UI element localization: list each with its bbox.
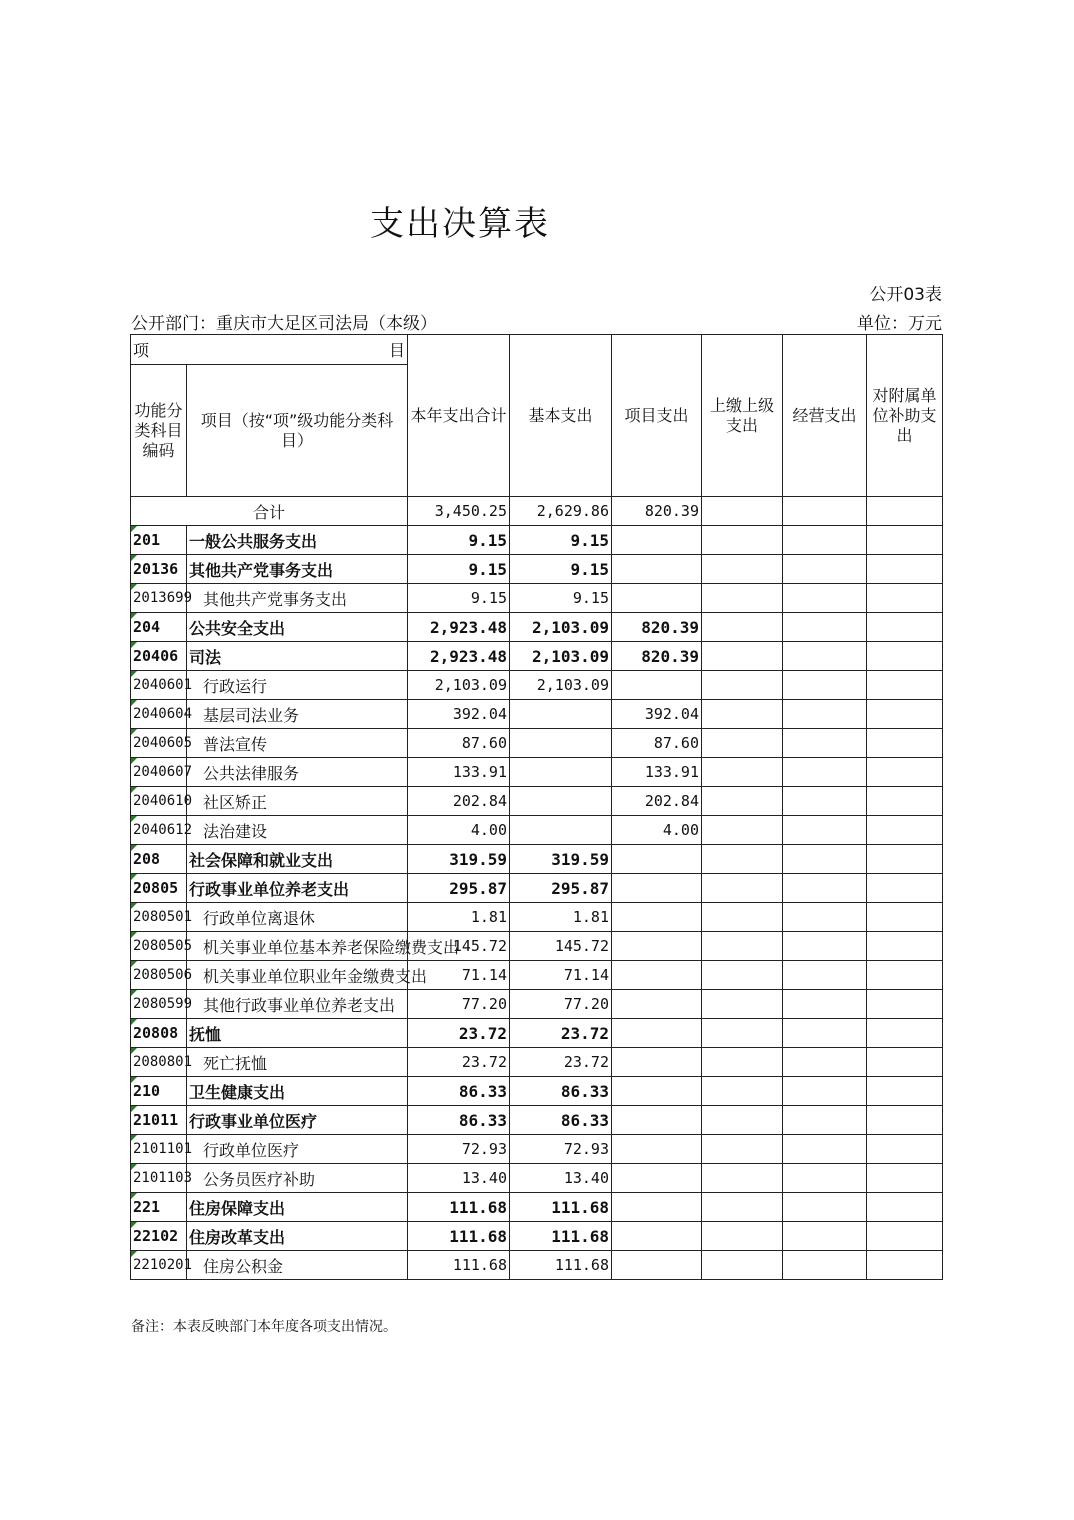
mu-label: 目 bbox=[388, 341, 405, 360]
table-row bbox=[131, 1106, 943, 1135]
basic-cell: 23.72 bbox=[510, 1048, 612, 1077]
basic-cell: 9.15 bbox=[510, 526, 612, 555]
table-row bbox=[131, 584, 943, 613]
business-cell bbox=[783, 555, 867, 584]
total-cell: 319.59 bbox=[408, 845, 510, 874]
total-cell: 86.33 bbox=[408, 1077, 510, 1106]
code-cell: 2040605 bbox=[131, 729, 187, 758]
footnote: 备注：本表反映部门本年度各项支出情况。 bbox=[131, 1319, 397, 1335]
total-cell: 202.84 bbox=[408, 787, 510, 816]
basic-cell: 13.40 bbox=[510, 1164, 612, 1193]
upper-cell bbox=[702, 1019, 783, 1048]
item-name-cell: 行政事业单位养老支出 bbox=[187, 874, 408, 903]
basic-cell: 295.87 bbox=[510, 874, 612, 903]
upper-cell bbox=[702, 729, 783, 758]
basic-cell bbox=[510, 729, 612, 758]
project-cell: 87.60 bbox=[612, 729, 702, 758]
project-cell bbox=[612, 526, 702, 555]
item-name-cell: 死亡抚恤 bbox=[187, 1048, 408, 1077]
table-row bbox=[131, 526, 943, 555]
business-cell bbox=[783, 758, 867, 787]
basic-cell: 2,629.86 bbox=[510, 497, 612, 526]
total-cell: 2,103.09 bbox=[408, 671, 510, 700]
item-name-cell: 一般公共服务支出 bbox=[187, 526, 408, 555]
item-name-cell: 公共法律服务 bbox=[187, 758, 408, 787]
upper-cell bbox=[702, 1106, 783, 1135]
upper-cell bbox=[702, 700, 783, 729]
total-cell: 145.72 bbox=[408, 932, 510, 961]
item-name-cell: 行政单位医疗 bbox=[187, 1135, 408, 1164]
total-cell: 111.68 bbox=[408, 1193, 510, 1222]
total-cell: 2,923.48 bbox=[408, 613, 510, 642]
subsidiary-cell bbox=[867, 1077, 943, 1106]
item-name-cell: 机关事业单位基本养老保险缴费支出 bbox=[187, 932, 408, 961]
upper-cell bbox=[702, 1193, 783, 1222]
subsidiary-cell bbox=[867, 671, 943, 700]
basic-cell bbox=[510, 700, 612, 729]
business-cell bbox=[783, 903, 867, 932]
total-cell: 23.72 bbox=[408, 1019, 510, 1048]
total-cell: 4.00 bbox=[408, 816, 510, 845]
subsidiary-cell bbox=[867, 1106, 943, 1135]
business-cell bbox=[783, 816, 867, 845]
project-cell bbox=[612, 961, 702, 990]
col-header-total: 本年支出合计 bbox=[408, 335, 510, 497]
subsidiary-cell bbox=[867, 874, 943, 903]
table-row bbox=[131, 1019, 943, 1048]
total-cell: 9.15 bbox=[408, 584, 510, 613]
project-cell: 820.39 bbox=[612, 497, 702, 526]
col-header-item: 项目（按“项”级功能分类科目） bbox=[187, 365, 408, 497]
table-row bbox=[131, 874, 943, 903]
total-cell: 111.68 bbox=[408, 1222, 510, 1251]
code-cell: 221 bbox=[131, 1193, 187, 1222]
total-cell: 2,923.48 bbox=[408, 642, 510, 671]
col-header-project: 项目支出 bbox=[612, 335, 702, 497]
basic-cell bbox=[510, 758, 612, 787]
basic-cell: 319.59 bbox=[510, 845, 612, 874]
project-cell bbox=[612, 1164, 702, 1193]
table-row bbox=[131, 1048, 943, 1077]
upper-cell bbox=[702, 1251, 783, 1280]
upper-cell bbox=[702, 758, 783, 787]
col-header-subsidiary: 对附属单位补助支出 bbox=[867, 335, 943, 497]
table-row bbox=[131, 845, 943, 874]
item-name-cell: 司法 bbox=[187, 642, 408, 671]
code-cell: 2101103 bbox=[131, 1164, 187, 1193]
table-row bbox=[131, 1222, 943, 1251]
upper-cell bbox=[702, 990, 783, 1019]
item-name-cell: 其他共产党事务支出 bbox=[187, 584, 408, 613]
code-cell: 2040610 bbox=[131, 787, 187, 816]
subsidiary-cell bbox=[867, 1193, 943, 1222]
item-name-cell: 社会保障和就业支出 bbox=[187, 845, 408, 874]
code-cell: 210 bbox=[131, 1077, 187, 1106]
col-header-basic: 基本支出 bbox=[510, 335, 612, 497]
xiang-mu-header bbox=[131, 335, 408, 365]
subsidiary-cell bbox=[867, 845, 943, 874]
table-row bbox=[131, 1077, 943, 1106]
code-cell: 2040607 bbox=[131, 758, 187, 787]
subsidiary-cell bbox=[867, 990, 943, 1019]
item-name-cell: 其他共产党事务支出 bbox=[187, 555, 408, 584]
business-cell bbox=[783, 700, 867, 729]
subsidiary-cell bbox=[867, 1048, 943, 1077]
item-name-cell: 行政单位离退休 bbox=[187, 903, 408, 932]
basic-cell: 23.72 bbox=[510, 1019, 612, 1048]
business-cell bbox=[783, 1193, 867, 1222]
business-cell bbox=[783, 787, 867, 816]
total-cell: 77.20 bbox=[408, 990, 510, 1019]
code-cell: 2013699 bbox=[131, 584, 187, 613]
basic-cell: 145.72 bbox=[510, 932, 612, 961]
total-cell: 23.72 bbox=[408, 1048, 510, 1077]
item-name-cell: 抚恤 bbox=[187, 1019, 408, 1048]
col-header-code: 功能分类科目编码 bbox=[131, 365, 187, 497]
basic-cell: 2,103.09 bbox=[510, 642, 612, 671]
item-name-cell: 其他行政事业单位养老支出 bbox=[187, 990, 408, 1019]
item-name-cell: 基层司法业务 bbox=[187, 700, 408, 729]
table-row bbox=[131, 642, 943, 671]
project-cell bbox=[612, 1048, 702, 1077]
table-row bbox=[131, 990, 943, 1019]
upper-cell bbox=[702, 555, 783, 584]
total-row bbox=[131, 497, 943, 526]
table-row bbox=[131, 1193, 943, 1222]
upper-cell bbox=[702, 497, 783, 526]
subsidiary-cell bbox=[867, 932, 943, 961]
project-cell bbox=[612, 932, 702, 961]
basic-cell: 111.68 bbox=[510, 1251, 612, 1280]
basic-cell: 111.68 bbox=[510, 1222, 612, 1251]
project-cell bbox=[612, 671, 702, 700]
code-cell: 2040612 bbox=[131, 816, 187, 845]
item-name-cell: 行政运行 bbox=[187, 671, 408, 700]
project-cell bbox=[612, 1222, 702, 1251]
total-cell: 1.81 bbox=[408, 903, 510, 932]
code-cell: 20805 bbox=[131, 874, 187, 903]
subsidiary-cell bbox=[867, 816, 943, 845]
project-cell: 820.39 bbox=[612, 642, 702, 671]
table-row bbox=[131, 1251, 943, 1280]
code-cell: 20808 bbox=[131, 1019, 187, 1048]
item-name-cell: 法治建设 bbox=[187, 816, 408, 845]
xiang-label: 项 bbox=[133, 341, 150, 360]
subsidiary-cell bbox=[867, 961, 943, 990]
total-cell: 295.87 bbox=[408, 874, 510, 903]
code-cell: 2040604 bbox=[131, 700, 187, 729]
basic-cell: 86.33 bbox=[510, 1106, 612, 1135]
upper-cell bbox=[702, 845, 783, 874]
total-cell: 72.93 bbox=[408, 1135, 510, 1164]
upper-cell bbox=[702, 787, 783, 816]
business-cell bbox=[783, 961, 867, 990]
item-name-cell: 住房公积金 bbox=[187, 1251, 408, 1280]
total-cell: 9.15 bbox=[408, 555, 510, 584]
item-name-cell: 行政事业单位医疗 bbox=[187, 1106, 408, 1135]
basic-cell: 71.14 bbox=[510, 961, 612, 990]
business-cell bbox=[783, 1164, 867, 1193]
total-cell: 86.33 bbox=[408, 1106, 510, 1135]
code-cell: 201 bbox=[131, 526, 187, 555]
table-row bbox=[131, 932, 943, 961]
code-cell: 21011 bbox=[131, 1106, 187, 1135]
subsidiary-cell bbox=[867, 497, 943, 526]
upper-cell bbox=[702, 526, 783, 555]
business-cell bbox=[783, 1048, 867, 1077]
page-title: 支出决算表 bbox=[370, 204, 550, 244]
project-cell bbox=[612, 845, 702, 874]
subsidiary-cell bbox=[867, 642, 943, 671]
subsidiary-cell bbox=[867, 613, 943, 642]
table-row bbox=[131, 700, 943, 729]
subsidiary-cell bbox=[867, 700, 943, 729]
upper-cell bbox=[702, 903, 783, 932]
basic-cell: 72.93 bbox=[510, 1135, 612, 1164]
item-name-cell: 卫生健康支出 bbox=[187, 1077, 408, 1106]
business-cell bbox=[783, 671, 867, 700]
business-cell bbox=[783, 874, 867, 903]
table-row bbox=[131, 758, 943, 787]
subsidiary-cell bbox=[867, 787, 943, 816]
business-cell bbox=[783, 990, 867, 1019]
code-cell: 20136 bbox=[131, 555, 187, 584]
item-name-cell: 住房保障支出 bbox=[187, 1193, 408, 1222]
expenditure-table bbox=[130, 334, 943, 1280]
business-cell bbox=[783, 1106, 867, 1135]
business-cell bbox=[783, 1077, 867, 1106]
code-cell: 2080506 bbox=[131, 961, 187, 990]
total-cell: 111.68 bbox=[408, 1251, 510, 1280]
code-cell: 204 bbox=[131, 613, 187, 642]
project-cell bbox=[612, 1193, 702, 1222]
project-cell bbox=[612, 1251, 702, 1280]
business-cell bbox=[783, 642, 867, 671]
subsidiary-cell bbox=[867, 903, 943, 932]
code-cell: 20406 bbox=[131, 642, 187, 671]
item-name-cell: 住房改革支出 bbox=[187, 1222, 408, 1251]
project-cell: 133.91 bbox=[612, 758, 702, 787]
business-cell bbox=[783, 1222, 867, 1251]
project-cell bbox=[612, 584, 702, 613]
table-row bbox=[131, 816, 943, 845]
basic-cell: 2,103.09 bbox=[510, 671, 612, 700]
code-cell: 22102 bbox=[131, 1222, 187, 1251]
business-cell bbox=[783, 932, 867, 961]
code-cell: 2080801 bbox=[131, 1048, 187, 1077]
basic-cell: 77.20 bbox=[510, 990, 612, 1019]
unit-label: 单位：万元 bbox=[857, 314, 942, 334]
project-cell bbox=[612, 874, 702, 903]
upper-cell bbox=[702, 1135, 783, 1164]
table-row bbox=[131, 961, 943, 990]
business-cell bbox=[783, 497, 867, 526]
project-cell bbox=[612, 990, 702, 1019]
subsidiary-cell bbox=[867, 584, 943, 613]
upper-cell bbox=[702, 1222, 783, 1251]
code-cell: 2040601 bbox=[131, 671, 187, 700]
item-name-cell: 普法宣传 bbox=[187, 729, 408, 758]
project-cell bbox=[612, 903, 702, 932]
code-cell: 2080501 bbox=[131, 903, 187, 932]
basic-cell bbox=[510, 816, 612, 845]
business-cell bbox=[783, 526, 867, 555]
basic-cell: 9.15 bbox=[510, 584, 612, 613]
table-row bbox=[131, 1135, 943, 1164]
project-cell: 202.84 bbox=[612, 787, 702, 816]
table-row bbox=[131, 1164, 943, 1193]
subsidiary-cell bbox=[867, 729, 943, 758]
subsidiary-cell bbox=[867, 555, 943, 584]
total-cell: 9.15 bbox=[408, 526, 510, 555]
subsidiary-cell bbox=[867, 1251, 943, 1280]
table-row bbox=[131, 671, 943, 700]
subsidiary-cell bbox=[867, 1222, 943, 1251]
department-label: 公开部门：重庆市大足区司法局（本级） bbox=[131, 314, 437, 334]
business-cell bbox=[783, 729, 867, 758]
business-cell bbox=[783, 845, 867, 874]
code-cell: 2080599 bbox=[131, 990, 187, 1019]
subsidiary-cell bbox=[867, 526, 943, 555]
total-cell: 13.40 bbox=[408, 1164, 510, 1193]
upper-cell bbox=[702, 874, 783, 903]
basic-cell: 2,103.09 bbox=[510, 613, 612, 642]
upper-cell bbox=[702, 671, 783, 700]
upper-cell bbox=[702, 1048, 783, 1077]
basic-cell: 111.68 bbox=[510, 1193, 612, 1222]
project-cell bbox=[612, 555, 702, 584]
table-row bbox=[131, 613, 943, 642]
total-label: 合计 bbox=[131, 497, 408, 526]
table-row bbox=[131, 787, 943, 816]
table-row bbox=[131, 903, 943, 932]
item-name-cell: 社区矫正 bbox=[187, 787, 408, 816]
project-cell bbox=[612, 1077, 702, 1106]
item-name-cell: 机关事业单位职业年金缴费支出 bbox=[187, 961, 408, 990]
basic-cell: 9.15 bbox=[510, 555, 612, 584]
project-cell bbox=[612, 1019, 702, 1048]
code-cell: 208 bbox=[131, 845, 187, 874]
business-cell bbox=[783, 1135, 867, 1164]
total-cell: 3,450.25 bbox=[408, 497, 510, 526]
code-cell: 2080505 bbox=[131, 932, 187, 961]
col-header-business: 经营支出 bbox=[783, 335, 867, 497]
total-cell: 133.91 bbox=[408, 758, 510, 787]
col-header-upper: 上缴上级支出 bbox=[702, 335, 783, 497]
upper-cell bbox=[702, 961, 783, 990]
item-name-cell: 公务员医疗补助 bbox=[187, 1164, 408, 1193]
upper-cell bbox=[702, 816, 783, 845]
upper-cell bbox=[702, 613, 783, 642]
subsidiary-cell bbox=[867, 1019, 943, 1048]
total-cell: 392.04 bbox=[408, 700, 510, 729]
upper-cell bbox=[702, 1077, 783, 1106]
project-cell bbox=[612, 1106, 702, 1135]
project-cell: 4.00 bbox=[612, 816, 702, 845]
business-cell bbox=[783, 1251, 867, 1280]
basic-cell: 1.81 bbox=[510, 903, 612, 932]
project-cell: 392.04 bbox=[612, 700, 702, 729]
form-number: 公开03表 bbox=[869, 285, 942, 305]
project-cell bbox=[612, 1135, 702, 1164]
basic-cell: 86.33 bbox=[510, 1077, 612, 1106]
upper-cell bbox=[702, 1164, 783, 1193]
basic-cell bbox=[510, 787, 612, 816]
business-cell bbox=[783, 584, 867, 613]
upper-cell bbox=[702, 932, 783, 961]
subsidiary-cell bbox=[867, 758, 943, 787]
table-row bbox=[131, 729, 943, 758]
total-cell: 87.60 bbox=[408, 729, 510, 758]
code-cell: 2101101 bbox=[131, 1135, 187, 1164]
code-cell: 2210201 bbox=[131, 1251, 187, 1280]
total-cell: 71.14 bbox=[408, 961, 510, 990]
subsidiary-cell bbox=[867, 1164, 943, 1193]
business-cell bbox=[783, 1019, 867, 1048]
table-row bbox=[131, 555, 943, 584]
item-name-cell: 公共安全支出 bbox=[187, 613, 408, 642]
upper-cell bbox=[702, 584, 783, 613]
project-cell: 820.39 bbox=[612, 613, 702, 642]
upper-cell bbox=[702, 642, 783, 671]
subsidiary-cell bbox=[867, 1135, 943, 1164]
business-cell bbox=[783, 613, 867, 642]
